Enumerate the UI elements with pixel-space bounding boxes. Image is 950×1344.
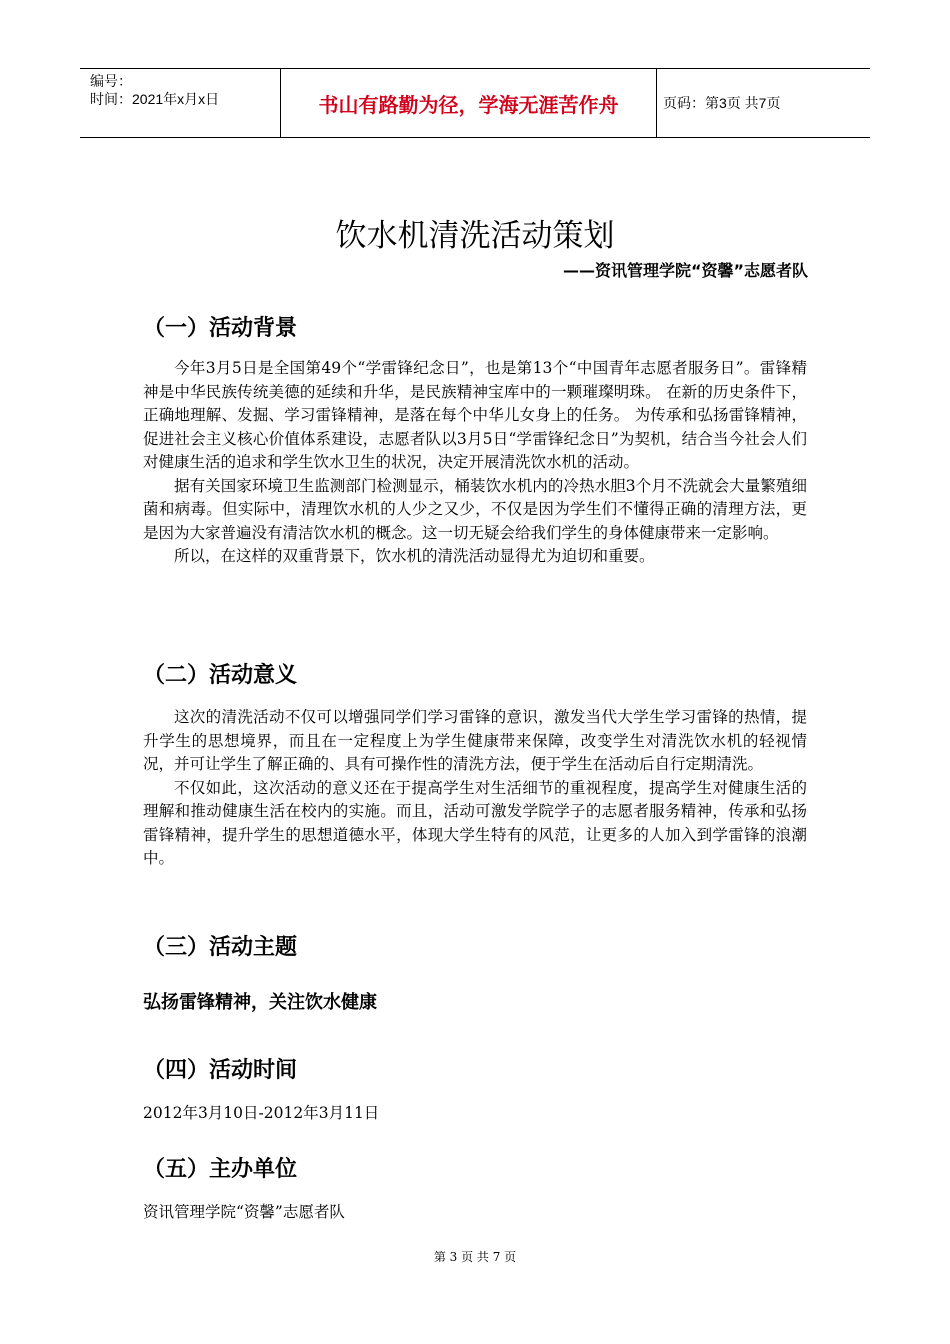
section-body-significance	[143, 706, 807, 871]
section-heading-theme: （三）活动主题	[143, 935, 298, 960]
date-text: 时间：2021年x月x日	[90, 91, 220, 107]
section-heading-significance: （二）活动意义	[143, 663, 298, 688]
page-footer: 第 3 页 共 7 页	[433, 1250, 517, 1264]
section-heading-background: （一）活动背景	[143, 316, 298, 341]
section-body-time: 2012年3月10日-2012年3月11日	[143, 1104, 380, 1122]
header-page-info: 页码：第3页 共7页	[663, 95, 781, 111]
paragraph: 今年3月5日是全国第49个“学雷锋纪念日”，也是第13个“中国青年志愿者服务日”。雷锋精神是中华民族传统美德的延续和升华，是民族精神宝库中的一颗璀璨明珠。 在新的历史条件下，正确地理解、发掘、学习雷锋精神，是落在每个中华儿女身上的任务。 为传承和弘扬雷锋精神，促进社会主义核心价值体系建设，志愿者队以3月5日“学雷锋纪念日”为契机，结合当今社会人们对健康生活的追求和学生饮水卫生的状况，决定开展清洗饮水机的活动。	[143, 359, 807, 471]
paragraph: 这次的清洗活动不仅可以增强同学们学习雷锋的意识，激发当代大学生学习雷锋的热情，提升学生的思想境界，而且在一定程度上为学生健康带来保障，改变学生对清洗饮水机的轻视情况，并可让学生了解正确的、具有可操作性的清洗方法，便于学生在活动后自行定期清洗。	[143, 708, 807, 773]
header-meta	[80, 69, 280, 137]
document-subtitle: ——资讯管理学院“资馨”志愿者队	[562, 261, 808, 280]
paragraph: 据有关国家环境卫生监测部门检测显示，桶装饮水机内的冷热水胆3个月不洗就会大量繁殖细菌和病毒。但实际中，清理饮水机的人少之又少，不仅是因为学生们不懂得正确的清理方法，更是因为大家普遍没有清洁饮水机的概念。这一切无疑会给我们学生的身体健康带来一定影响。	[143, 476, 807, 542]
document-header	[80, 68, 870, 138]
header-motto: 书山有路勤为径，学海无涯苦作舟	[280, 69, 657, 137]
section-body-organizer: 资讯管理学院“资馨”志愿者队	[143, 1203, 345, 1221]
section-heading-organizer: （五）主办单位	[143, 1157, 298, 1182]
section-body-background	[143, 357, 807, 569]
section-heading-time: （四）活动时间	[143, 1058, 298, 1083]
serial-label: 编号：	[90, 73, 132, 89]
section-body-theme: 弘扬雷锋精神，关注饮水健康	[143, 992, 377, 1013]
document-title: 饮水机清洗活动策划	[335, 218, 615, 254]
paragraph: 所以，在这样的双重背景下，饮水机的清洗活动显得尤为迫切和重要。	[174, 547, 655, 565]
paragraph: 不仅如此，这次活动的意义还在于提高学生对生活细节的重视程度，提高学生对健康生活的理解和推动健康生活在校内的实施。而且，活动可激发学院学子的志愿者服务精神，传承和弘扬雷锋精神，提升学生的思想道德水平，体现大学生特有的风范，让更多的人加入到学雷锋的浪潮中。	[143, 778, 807, 867]
